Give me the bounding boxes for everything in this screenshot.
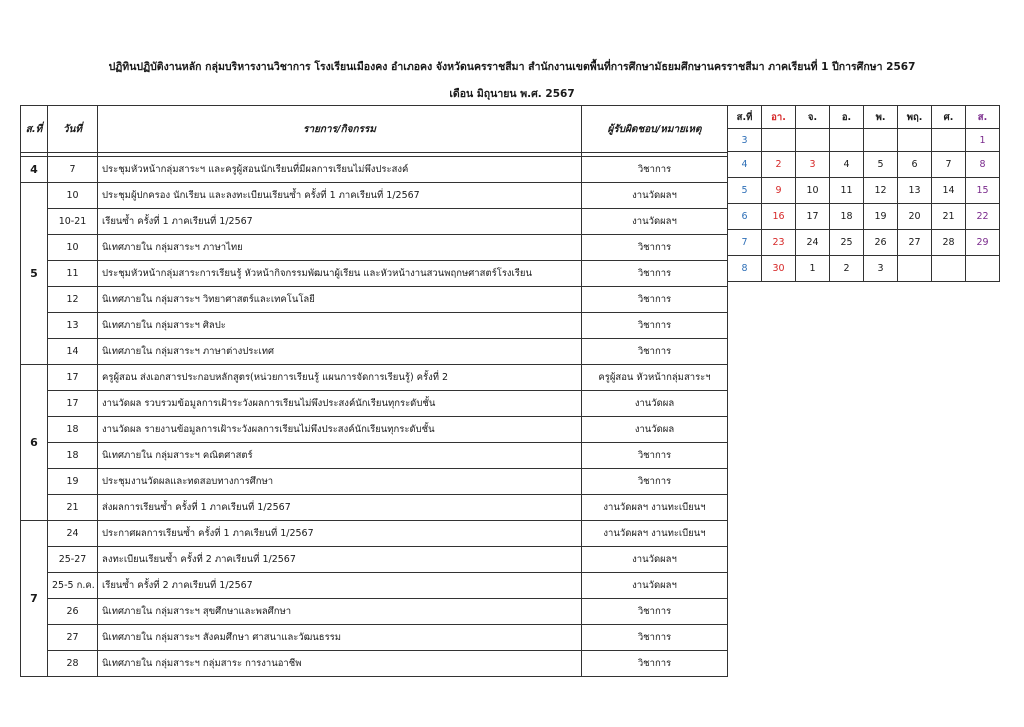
calendar-week-number: 3 [728,129,762,152]
row-activity: นิเทศภายใน กลุ่มสาระฯ สุขศึกษาและพลศึกษา [98,599,582,625]
calendar-day: 30 [762,256,796,282]
row-date: 18 [48,417,98,443]
row-responsible: งานวัดผลฯ งานทะเบียนฯ [582,521,728,547]
calendar-day: 17 [796,204,830,230]
calendar-week-row [728,129,1000,152]
calendar-week-row [728,230,1000,256]
row-responsible: วิชาการ [582,443,728,469]
calendar-day: 9 [762,178,796,204]
row-date: 11 [48,261,98,287]
table-row [21,391,728,417]
table-row [21,339,728,365]
row-responsible: วิชาการ [582,651,728,677]
row-responsible: งานวัดผลฯ [582,573,728,599]
calendar-day: 12 [864,178,898,204]
calendar-week-number: 5 [728,178,762,204]
row-activity: ประชุมหัวหน้ากลุ่มสาระฯ และครูผู้สอนนักเรียนที่มีผลการเรียนไม่พึงประสงค์ [98,157,582,183]
calendar-day-header: ศ. [932,106,966,129]
document-subtitle: เดือน มิถุนายน พ.ศ. 2567 [449,88,575,100]
row-date: 25-5 ก.ค. [48,573,98,599]
row-date: 26 [48,599,98,625]
calendar-day: 22 [966,204,1000,230]
table-row [21,261,728,287]
header-activity: รายการ/กิจกรรม [98,106,582,153]
row-responsible: งานวัดผลฯ งานทะเบียนฯ [582,495,728,521]
row-activity: เรียนซ้ำ ครั้งที่ 2 ภาคเรียนที่ 1/2567 [98,573,582,599]
calendar-day [864,129,898,152]
calendar-day-header: จ. [796,106,830,129]
calendar-day: 15 [966,178,1000,204]
row-activity: ลงทะเบียนเรียนซ้ำ ครั้งที่ 2 ภาคเรียนที่ 1/2567 [98,547,582,573]
month-calendar [727,105,1000,282]
table-row [21,443,728,469]
row-date: 7 [48,157,98,183]
week-number: 7 [21,521,48,677]
row-responsible: วิชาการ [582,599,728,625]
row-activity: งานวัดผล รวบรวมข้อมูลการเฝ้าระวังผลการเรียนไม่พึงประสงค์นักเรียนทุกระดับชั้น [98,391,582,417]
calendar-day-header: อ. [830,106,864,129]
row-date: 12 [48,287,98,313]
calendar-day: 1 [796,256,830,282]
calendar-day: 23 [762,230,796,256]
row-activity: ประชุมงานวัดผลและทดสอบทางการศึกษา [98,469,582,495]
document-title: ปฏิทินปฏิบัติงานหลัก กลุ่มบริหารงานวิชาการ โรงเรียนเมืองคง อำเภอคง จังหวัดนครราชสีมา สำนักงานเขตพื้นที่การศึกษามัธยมศึกษานครราชสีมา ภาคเรียนที่ 1 ปีการศึกษา 2567 [108,61,916,73]
table-row [21,469,728,495]
calendar-day: 20 [898,204,932,230]
table-row [21,547,728,573]
week-number: 6 [21,365,48,521]
row-activity: ประกาศผลการเรียนซ้ำ ครั้งที่ 1 ภาคเรียนที่ 1/2567 [98,521,582,547]
calendar-day: 16 [762,204,796,230]
calendar-week-number: 6 [728,204,762,230]
week-number: 4 [21,157,48,183]
row-activity: ครูผู้สอน ส่งเอกสารประกอบหลักสูตร(หน่วยการเรียนรู้ แผนการจัดการเรียนรู้) ครั้งที่ 2 [98,365,582,391]
header-week: ส.ที่ [21,106,48,153]
row-responsible: งานวัดผล [582,391,728,417]
header-date: วันที่ [48,106,98,153]
calendar-day [966,256,1000,282]
calendar-day: 14 [932,178,966,204]
row-activity: นิเทศภายใน กลุ่มสาระฯ ภาษาต่างประเทศ [98,339,582,365]
calendar-week-number: 4 [728,152,762,178]
row-activity: เรียนซ้ำ ครั้งที่ 1 ภาคเรียนที่ 1/2567 [98,209,582,235]
calendar-day-header: อา. [762,106,796,129]
row-activity: นิเทศภายใน กลุ่มสาระฯ สังคมศึกษา ศาสนาและวัฒนธรรม [98,625,582,651]
table-row [21,625,728,651]
calendar-day: 19 [864,204,898,230]
row-responsible: วิชาการ [582,235,728,261]
calendar-day: 27 [898,230,932,256]
calendar-week-row [728,152,1000,178]
row-activity: นิเทศภายใน กลุ่มสาระฯ คณิตศาสตร์ [98,443,582,469]
calendar-week-row [728,178,1000,204]
row-responsible: วิชาการ [582,261,728,287]
calendar-day: 2 [830,256,864,282]
calendar-day: 18 [830,204,864,230]
table-row [21,287,728,313]
calendar-day: 25 [830,230,864,256]
calendar-week-number: 8 [728,256,762,282]
table-row [21,651,728,677]
calendar-day [932,256,966,282]
schedule-header-row [21,106,728,153]
calendar-body [728,106,1000,282]
row-responsible: วิชาการ [582,469,728,495]
row-responsible: วิชาการ [582,313,728,339]
row-date: 17 [48,365,98,391]
row-responsible: วิชาการ [582,157,728,183]
calendar-week-row [728,256,1000,282]
row-responsible: วิชาการ [582,339,728,365]
calendar-day [932,129,966,152]
table-row [21,521,728,547]
table-row [21,417,728,443]
row-activity: ประชุมหัวหน้ากลุ่มสาระการเรียนรู้ หัวหน้ากิจกรรมพัฒนาผู้เรียน และหัวหน้างานสวนพฤกษศาสตร์โรงเรียน [98,261,582,287]
calendar-day [898,256,932,282]
week-number: 5 [21,183,48,365]
row-responsible: งานวัดผลฯ [582,209,728,235]
row-responsible: ครูผู้สอน หัวหน้ากลุ่มสาระฯ [582,365,728,391]
row-responsible: งานวัดผลฯ [582,183,728,209]
row-date: 18 [48,443,98,469]
calendar-day-header: พฤ. [898,106,932,129]
calendar-day [830,129,864,152]
table-row [21,209,728,235]
row-activity: นิเทศภายใน กลุ่มสาระฯ ศิลปะ [98,313,582,339]
calendar-day: 4 [830,152,864,178]
row-date: 10-21 [48,209,98,235]
calendar-day: 1 [966,129,1000,152]
calendar-week-row [728,204,1000,230]
calendar-day: 24 [796,230,830,256]
table-row [21,599,728,625]
schedule-table [20,105,728,677]
table-row [21,495,728,521]
calendar-week-number: 7 [728,230,762,256]
row-date: 13 [48,313,98,339]
row-activity: นิเทศภายใน กลุ่มสาระฯ กลุ่มสาระ การงานอาชีพ [98,651,582,677]
calendar-day-header: พ. [864,106,898,129]
calendar-day: 13 [898,178,932,204]
calendar-day: 28 [932,230,966,256]
table-row [21,183,728,209]
row-date: 25-27 [48,547,98,573]
row-activity: ประชุมผู้ปกครอง นักเรียน และลงทะเบียนเรียนซ้ำ ครั้งที่ 1 ภาคเรียนที่ 1/2567 [98,183,582,209]
row-date: 28 [48,651,98,677]
row-activity: งานวัดผล รายงานข้อมูลการเฝ้าระวังผลการเรียนไม่พึงประสงค์นักเรียนทุกระดับชั้น [98,417,582,443]
calendar-day: 21 [932,204,966,230]
row-responsible: วิชาการ [582,625,728,651]
table-row [21,235,728,261]
table-row [21,573,728,599]
row-responsible: งานวัดผลฯ [582,547,728,573]
calendar-day: 3 [864,256,898,282]
row-date: 10 [48,183,98,209]
calendar-day: 8 [966,152,1000,178]
row-date: 17 [48,391,98,417]
calendar-day: 11 [830,178,864,204]
row-responsible: งานวัดผล [582,417,728,443]
table-row [21,313,728,339]
calendar-day: 26 [864,230,898,256]
calendar-day [762,129,796,152]
row-date: 14 [48,339,98,365]
schedule-body [21,157,728,677]
row-date: 21 [48,495,98,521]
header-responsible: ผู้รับผิดชอบ/หมายเหตุ [582,106,728,153]
calendar-day: 2 [762,152,796,178]
row-date: 19 [48,469,98,495]
row-date: 27 [48,625,98,651]
calendar-day [796,129,830,152]
row-activity: นิเทศภายใน กลุ่มสาระฯ วิทยาศาสตร์และเทคโนโลยี [98,287,582,313]
calendar-day: 10 [796,178,830,204]
calendar-header-row [728,106,1000,129]
row-date: 24 [48,521,98,547]
table-row [21,365,728,391]
calendar-day: 7 [932,152,966,178]
calendar-day: 29 [966,230,1000,256]
row-activity: ส่งผลการเรียนซ้ำ ครั้งที่ 1 ภาคเรียนที่ 1/2567 [98,495,582,521]
calendar-day: 6 [898,152,932,178]
table-row [21,157,728,183]
calendar-day: 5 [864,152,898,178]
row-date: 10 [48,235,98,261]
row-responsible: วิชาการ [582,287,728,313]
calendar-day-header: ส. [966,106,1000,129]
row-activity: นิเทศภายใน กลุ่มสาระฯ ภาษาไทย [98,235,582,261]
calendar-day: 3 [796,152,830,178]
calendar-day-header: ส.ที่ [728,106,762,129]
calendar-day [898,129,932,152]
